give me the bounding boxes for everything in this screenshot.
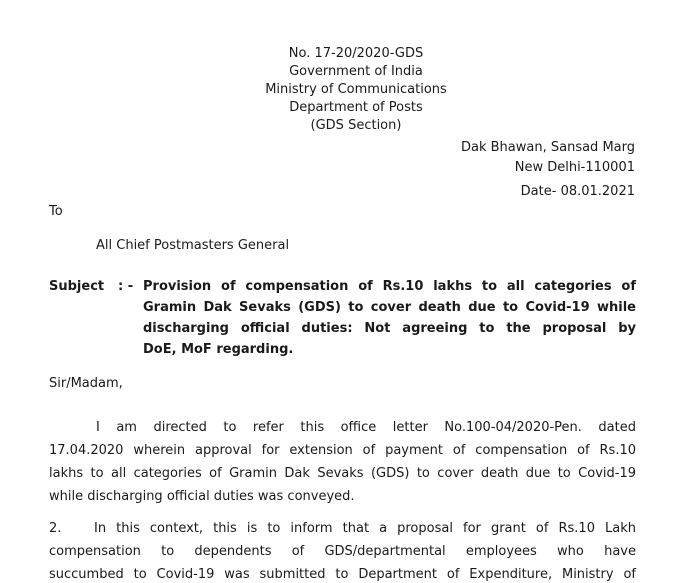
to-label: To [49,204,63,219]
ministry-title: Ministry of Communications [265,82,447,97]
address-line-2: New Delhi-110001 [514,160,635,175]
subject-line-3: discharging official duties: Not agreeing to the proposal by [143,321,636,336]
para2-line-2: compensation to dependents of GDS/departmental employees who have [49,544,636,559]
salutation: Sir/Madam, [49,376,123,391]
letter-date: Date- 08.01.2021 [520,184,635,199]
para2-number: 2. [49,521,62,536]
section-title: (GDS Section) [310,118,402,133]
government-title: Government of India [289,64,423,79]
para2-line-3: succumbed to Covid-19 was submitted to Department of Expenditure, Ministry of [49,567,636,582]
department-title: Department of Posts [289,100,423,115]
para1-line-1: I am directed to refer this office letter No.100-04/2020-Pen. dated [96,420,636,435]
para2-line-1: In this context, this is to inform that a proposal for grant of Rs.10 Lakh [94,521,636,536]
recipient-name: All Chief Postmasters General [96,238,290,253]
para1-line-4: while discharging official duties was conveyed. [49,489,355,504]
subject-line-2: Gramin Dak Sevaks (GDS) to cover death due to Covid-19 while [143,300,636,315]
para1-line-3: lakhs to all categories of Gramin Dak Sevaks (GDS) to cover death due to Covid-19 [49,466,636,481]
subject-separator: : - [118,279,134,294]
subject-line-1: Provision of compensation of Rs.10 lakhs to all categories of [143,279,636,294]
subject-label: Subject [49,279,105,294]
subject-line-4: DoE, MoF regarding. [143,342,294,357]
address-line-1: Dak Bhawan, Sansad Marg [461,140,635,155]
file-number: No. 17-20/2020-GDS [288,46,424,61]
para1-line-2: 17.04.2020 wherein approval for extension of payment of compensation of Rs.10 [49,443,636,458]
